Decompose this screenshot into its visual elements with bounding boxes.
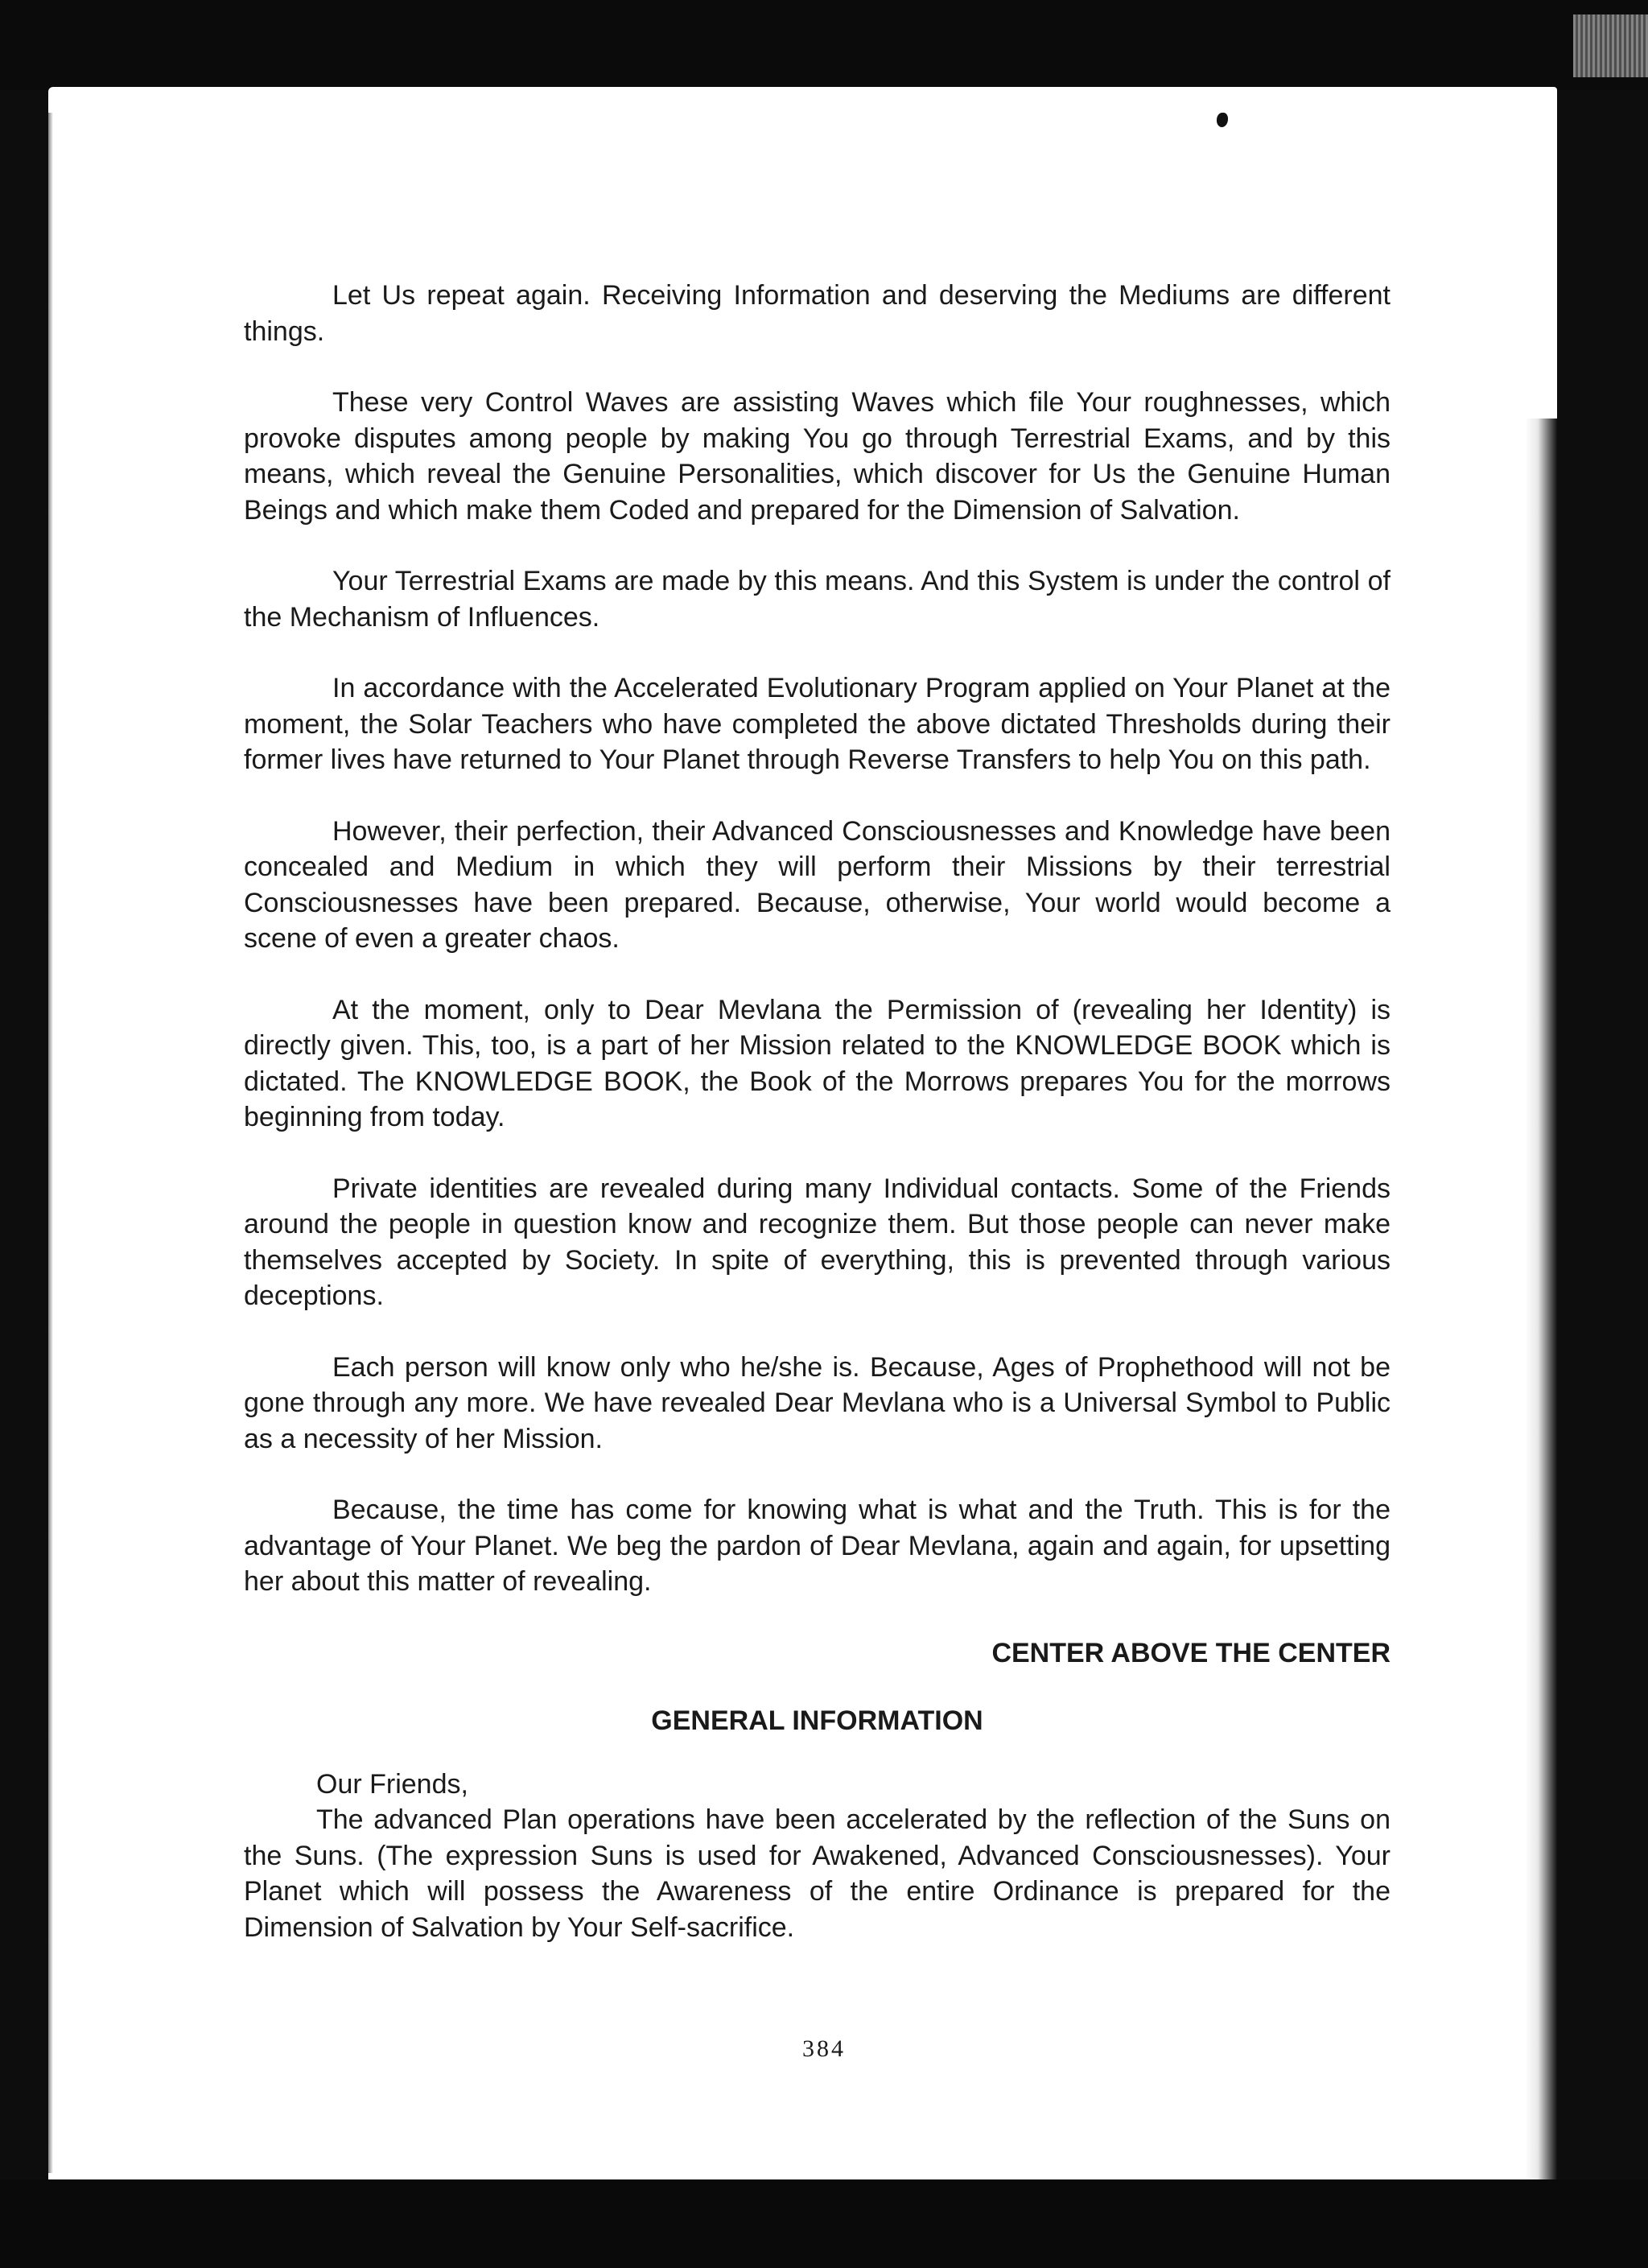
signature-line: CENTER ABOVE THE CENTER bbox=[991, 1637, 1390, 1668]
scan-bottom-border bbox=[0, 2179, 1648, 2268]
scan-corner-artifact bbox=[1573, 14, 1648, 77]
paragraph-8: Each person will know only who he/she is. Because, Ages of Prophethood will not be gone through any more. We have revealed Dear Mevlana who is a Universal Symbol to Public as a necessity of her Mission. bbox=[244, 1351, 1390, 1454]
paragraph-7: Private identities are revealed during many Individual contacts. Some of the Friends around the people in question know and recognize them. But those people can never make themselves accepted by Society. In spite of everything, this is prevented through various deceptions. bbox=[244, 1173, 1390, 1311]
page-left-shadow bbox=[48, 113, 53, 2173]
salutation: Our Friends, bbox=[316, 1768, 468, 1800]
section-title: GENERAL INFORMATION bbox=[651, 1705, 983, 1736]
paragraph-1: Let Us repeat again. Receiving Information and deserving the Mediums are different things. bbox=[244, 280, 1390, 347]
page-number: 384 bbox=[802, 2035, 846, 2062]
page-right-shadow bbox=[1525, 419, 1557, 2181]
paragraph-4: In accordance with the Accelerated Evolutionary Program applied on Your Planet at the moment, the Solar Teachers who have completed the above dictated Thresholds during their former lives have returned to Your Planet through Reverse Transfers to help You on this path. bbox=[244, 673, 1390, 775]
final-paragraph: The advanced Plan operations have been accelerated by the reflection of the Suns on the Suns. (The expression Suns is used for Awakened, Advanced Consciousnesses). Your Planet which will possess the Awareness of the entire Ordinance is prepared for the Dimension of Salvation by Your Self-sacrifice. bbox=[244, 1804, 1390, 1943]
scan-top-border bbox=[0, 0, 1648, 90]
paragraph-2: These very Control Waves are assisting Waves which file Your roughnesses, which provoke disputes among people by making You go through Terrestrial Exams, and by this means, which reveal the Genuine Personalities, which discover for Us the Genuine Human Beings and which make them Coded and prepared for the Dimension of Salvation. bbox=[244, 387, 1390, 526]
paragraph-3: Your Terrestrial Exams are made by this means. And this System is under the control of the Mechanism of Influences. bbox=[244, 566, 1390, 633]
paragraph-9: Because, the time has come for knowing what is what and the Truth. This is for the advantage of Your Planet. We beg the pardon of Dear Mevlana, again and again, for upsetting her about this matter of revealing. bbox=[244, 1495, 1390, 1597]
paragraph-6: At the moment, only to Dear Mevlana the Permission of (revealing her Identity) is directly given. This, too, is a part of her Mission related to the KNOWLEDGE BOOK which is dictated. The KNOWLEDGE BOOK, the Book of the Morrows prepares You for the morrows beginning from today. bbox=[244, 994, 1390, 1132]
page-body bbox=[244, 278, 1390, 1945]
paragraph-5: However, their perfection, their Advanced Consciousnesses and Knowledge have been concealed and Medium in which they will perform their Missions by their terrestrial Consciousnesses have been prepared. Because, otherwise, Your world would become a scene of even a greater chaos. bbox=[244, 815, 1390, 954]
